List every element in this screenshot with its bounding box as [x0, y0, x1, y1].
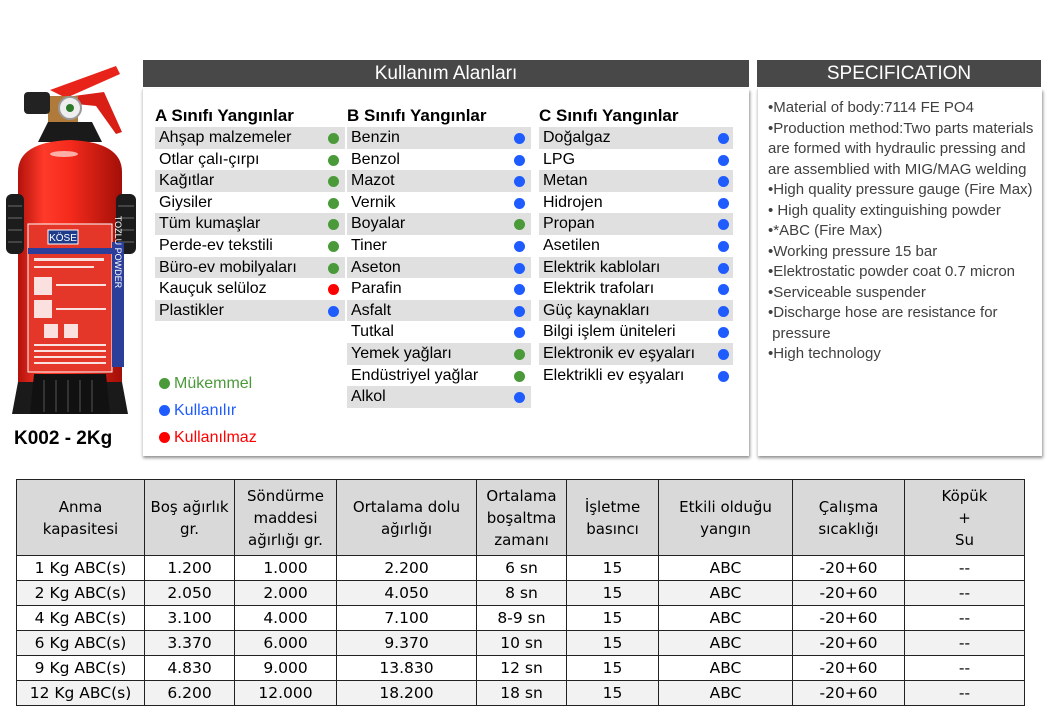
usable-dot-icon — [328, 306, 339, 317]
table-cell: 6 Kg ABC(s) — [17, 631, 145, 656]
specification-header: SPECIFICATION — [757, 60, 1041, 87]
usable-dot-icon — [514, 133, 525, 144]
table-cell: ABC — [659, 581, 793, 606]
usage-item-label: Benzin — [351, 129, 400, 146]
usable-dot-icon — [718, 327, 729, 338]
table-cell: -20+60 — [793, 606, 905, 631]
usage-item — [155, 257, 345, 279]
usage-item — [347, 170, 531, 192]
usable-dot-icon — [718, 241, 729, 252]
column-header-label: Boş ağırlık gr. — [150, 497, 229, 538]
table-cell: 1.000 — [235, 556, 337, 581]
usage-panel — [142, 89, 749, 456]
column-header-label: Ortalama dolu ağırlığı — [352, 497, 461, 538]
specification-item: •Serviceable suspender — [768, 283, 926, 301]
legend-item — [157, 370, 257, 397]
specification-item: • High quality extinguishing powder — [768, 201, 1001, 219]
model-label: K002 - 2Kg — [14, 428, 113, 449]
column-title: B Sınıfı Yangınlar — [347, 106, 487, 125]
usable-dot-icon — [514, 155, 525, 166]
table-cell: -- — [905, 581, 1025, 606]
usable-dot-icon — [718, 371, 729, 382]
table-cell: ABC — [659, 631, 793, 656]
table-cell: 3.370 — [145, 631, 235, 656]
usage-item — [347, 257, 531, 279]
specification-item: •Material of body:7114 FE PO4 — [768, 99, 974, 116]
usage-item — [539, 170, 733, 192]
table-cell: 15 — [567, 631, 659, 656]
table-cell: 2.200 — [337, 556, 477, 581]
table-cell: 7.100 — [337, 606, 477, 631]
table-cell: 2.050 — [145, 581, 235, 606]
table-cell: 15 — [567, 681, 659, 706]
table-cell: 8-9 sn — [477, 606, 567, 631]
usage-item-label: Tüm kumaşlar — [159, 215, 261, 233]
usable-dot-icon — [718, 306, 729, 317]
class-a-column — [155, 105, 345, 321]
column-header — [659, 480, 793, 556]
table-cell: 3.100 — [145, 606, 235, 631]
table-cell: 4 Kg ABC(s) — [17, 606, 145, 631]
table-cell: -- — [905, 681, 1025, 706]
usage-item — [347, 149, 531, 171]
class-b-column — [347, 105, 531, 408]
table-cell: 10 sn — [477, 631, 567, 656]
usage-item-label: Asfalt — [351, 301, 392, 319]
specification-item: •High technology — [768, 345, 881, 362]
usage-item — [155, 127, 345, 149]
usage-item — [155, 149, 345, 171]
table-row — [17, 606, 1025, 631]
usage-item — [347, 300, 531, 322]
table-cell: 15 — [567, 556, 659, 581]
table-body — [17, 556, 1025, 706]
usage-item-label: Kağıtlar — [159, 172, 215, 190]
usage-item — [155, 278, 345, 300]
usage-header: Kullanım Alanları — [143, 60, 749, 87]
table-cell: 4.000 — [235, 606, 337, 631]
legend-item — [157, 424, 257, 451]
specification-item: •High quality pressure gauge (Fire Max) — [768, 181, 1033, 198]
usage-item — [539, 278, 733, 300]
usage-item-label: Tiner — [351, 236, 387, 254]
excellent-dot-icon — [328, 155, 339, 166]
specification-item: •Discharge hose are resistance for pressure — [768, 304, 998, 342]
legend-label: Kullanılmaz — [174, 429, 257, 446]
excellent-dot-icon — [514, 371, 525, 382]
usage-item — [539, 149, 733, 171]
excellent-dot-icon — [328, 219, 339, 230]
table-cell: ABC — [659, 656, 793, 681]
table-cell: 6.200 — [145, 681, 235, 706]
column-header-label: İşletme basıncı — [584, 497, 641, 538]
usage-item — [155, 235, 345, 257]
usage-item — [539, 343, 733, 365]
usable-dot-icon — [514, 392, 525, 403]
column-header — [793, 480, 905, 556]
table-row — [17, 631, 1025, 656]
column-header — [477, 480, 567, 556]
usage-item-label: Giysiler — [159, 193, 213, 211]
usage-item-label: Büro-ev mobilyaları — [159, 258, 297, 276]
usage-item-label: Hidrojen — [543, 193, 603, 211]
usage-item-label: Endüstriyel yağlar — [351, 366, 479, 384]
table-cell: 12 sn — [477, 656, 567, 681]
usage-item — [539, 235, 733, 257]
usage-item — [539, 257, 733, 279]
specification-item: •Production method:Two parts materials are formed with hydraulic pressing and are assemblied with MIG/MAG welding — [768, 119, 1038, 178]
usage-item-label: Doğalgaz — [543, 129, 611, 146]
usage-item-label: Kauçuk selüloz — [159, 280, 267, 298]
table-header-row — [17, 480, 1025, 556]
usable-dot-icon — [514, 263, 525, 274]
table-cell: ABC — [659, 681, 793, 706]
usage-item-label: Elektronik ev eşyaları — [543, 344, 696, 362]
legend-label: Mükemmel — [174, 375, 253, 392]
usable-dot-icon — [718, 263, 729, 274]
usage-item — [347, 192, 531, 214]
usage-item-label: Elektrik trafoları — [543, 280, 655, 298]
specification-item: •Working pressure 15 bar — [768, 242, 938, 260]
extinguisher-image — [4, 62, 140, 422]
table-cell: -- — [905, 631, 1025, 656]
table-cell: -- — [905, 656, 1025, 681]
table-cell: 4.050 — [337, 581, 477, 606]
column-header-label: Söndürme maddesi ağırlığı gr. — [247, 486, 324, 549]
usage-item-label: Bilgi işlem üniteleri — [543, 323, 676, 341]
table-row — [17, 556, 1025, 581]
usage-item-label: Mazot — [351, 172, 395, 190]
column-header-label: Anma kapasitesi — [42, 497, 119, 538]
usage-item-label: Elektrik kabloları — [543, 258, 661, 276]
usable-dot-icon — [718, 155, 729, 166]
specification-item: •*ABC (Fire Max) — [768, 222, 883, 239]
table-cell: 12 Kg ABC(s) — [17, 681, 145, 706]
legend — [157, 370, 257, 451]
table-cell: 1.200 — [145, 556, 235, 581]
column-header — [145, 480, 235, 556]
excellent-dot-icon — [328, 176, 339, 187]
table-cell: 15 — [567, 656, 659, 681]
usable-dot-icon — [718, 198, 729, 209]
column-header — [337, 480, 477, 556]
usage-item-label: Elektrikli ev eşyaları — [543, 366, 685, 384]
table-cell: 1 Kg ABC(s) — [17, 556, 145, 581]
usage-item-label: Metan — [543, 172, 588, 190]
table-row — [17, 681, 1025, 706]
table-cell: ABC — [659, 606, 793, 631]
specification-item: •Elektrostatic powder coat 0.7 micron — [768, 263, 1016, 280]
excellent-dot-icon — [328, 241, 339, 252]
excellent-dot-icon — [514, 219, 525, 230]
capacity-table — [16, 479, 1025, 706]
column-title: A Sınıfı Yangınlar — [155, 106, 294, 125]
excellent-dot-icon — [159, 378, 170, 389]
class-c-column — [539, 105, 733, 386]
usable-dot-icon — [718, 176, 729, 187]
usage-item-label: Tutkal — [351, 323, 394, 341]
usage-item-label: Benzol — [351, 150, 400, 168]
column-header-label: Etkili olduğu yangın — [679, 497, 772, 538]
usage-item-label: Perde-ev tekstili — [159, 236, 273, 254]
usage-item-label: Ahşap malzemeler — [159, 129, 292, 146]
table-cell: -- — [905, 606, 1025, 631]
unusable-dot-icon — [328, 284, 339, 295]
usage-item — [347, 278, 531, 300]
usage-item — [155, 170, 345, 192]
usage-item — [539, 213, 733, 235]
usage-item-label: Yemek yağları — [351, 344, 452, 362]
table-cell: 2.000 — [235, 581, 337, 606]
unusable-dot-icon — [159, 432, 170, 443]
usage-item-label: LPG — [543, 150, 576, 168]
table-cell: 2 Kg ABC(s) — [17, 581, 145, 606]
usage-item-label: Plastikler — [159, 301, 224, 319]
column-header — [567, 480, 659, 556]
usable-dot-icon — [514, 327, 525, 338]
usage-item — [347, 386, 531, 408]
usage-item — [539, 127, 733, 149]
usage-item — [347, 343, 531, 365]
table-cell: 18 sn — [477, 681, 567, 706]
table-row — [17, 656, 1025, 681]
usage-item — [155, 213, 345, 235]
usage-item-label: Aseton — [351, 258, 401, 276]
table-cell: 15 — [567, 581, 659, 606]
table-cell: 6.000 — [235, 631, 337, 656]
usage-item-label: Güç kaynakları — [543, 301, 650, 319]
usage-item-label: Vernik — [351, 193, 396, 211]
usable-dot-icon — [514, 176, 525, 187]
usage-item — [539, 321, 733, 343]
usage-item-label: Otlar çalı-çırpı — [159, 150, 260, 168]
usage-item — [347, 213, 531, 235]
excellent-dot-icon — [328, 263, 339, 274]
table-cell: 9 Kg ABC(s) — [17, 656, 145, 681]
brand-label: KÖSE — [49, 233, 77, 244]
table-cell: -20+60 — [793, 656, 905, 681]
usable-dot-icon — [514, 241, 525, 252]
usable-dot-icon — [718, 349, 729, 360]
column-header — [905, 480, 1025, 556]
column-header — [17, 480, 145, 556]
usage-item — [347, 321, 531, 343]
usable-dot-icon — [514, 284, 525, 295]
usable-dot-icon — [514, 198, 525, 209]
table-cell: 4.830 — [145, 656, 235, 681]
column-header-label: Ortalama boşaltma zamanı — [486, 486, 557, 549]
table-cell: -20+60 — [793, 581, 905, 606]
column-header-label: Köpük + Su — [941, 486, 988, 549]
table-cell: 9.370 — [337, 631, 477, 656]
usable-dot-icon — [159, 405, 170, 416]
usage-item-label: Alkol — [351, 388, 386, 406]
excellent-dot-icon — [514, 349, 525, 360]
table-cell: 15 — [567, 606, 659, 631]
table-row — [17, 581, 1025, 606]
specification-panel — [757, 89, 1042, 456]
side-label: TOZLU POWDER — [113, 215, 123, 289]
column-header — [235, 480, 337, 556]
table-cell: 6 sn — [477, 556, 567, 581]
usage-item-label: Propan — [543, 215, 595, 233]
table-cell: -20+60 — [793, 556, 905, 581]
legend-item — [157, 397, 257, 424]
usage-item — [539, 300, 733, 322]
specification-list — [768, 98, 1040, 365]
table-cell: 8 sn — [477, 581, 567, 606]
usage-item — [347, 235, 531, 257]
usable-dot-icon — [718, 284, 729, 295]
table-cell: 12.000 — [235, 681, 337, 706]
usage-item — [155, 300, 345, 322]
usage-item — [155, 192, 345, 214]
table-cell: -20+60 — [793, 681, 905, 706]
table-cell: -- — [905, 556, 1025, 581]
usage-item-label: Boyalar — [351, 215, 406, 233]
excellent-dot-icon — [328, 198, 339, 209]
usage-item — [347, 127, 531, 149]
usage-item-label: Asetilen — [543, 236, 600, 254]
table-cell: ABC — [659, 556, 793, 581]
usage-item-label: Parafin — [351, 280, 402, 298]
usable-dot-icon — [718, 133, 729, 144]
excellent-dot-icon — [328, 133, 339, 144]
table-cell: 13.830 — [337, 656, 477, 681]
table-cell: 9.000 — [235, 656, 337, 681]
usable-dot-icon — [514, 306, 525, 317]
usable-dot-icon — [718, 219, 729, 230]
usage-item — [347, 365, 531, 387]
usage-item — [539, 192, 733, 214]
legend-label: Kullanılır — [174, 402, 237, 419]
table-cell: -20+60 — [793, 631, 905, 656]
usage-item — [539, 365, 733, 387]
table-cell: 18.200 — [337, 681, 477, 706]
column-header-label: Çalışma sıcaklığı — [818, 497, 879, 538]
column-title: C Sınıfı Yangınlar — [539, 106, 679, 125]
